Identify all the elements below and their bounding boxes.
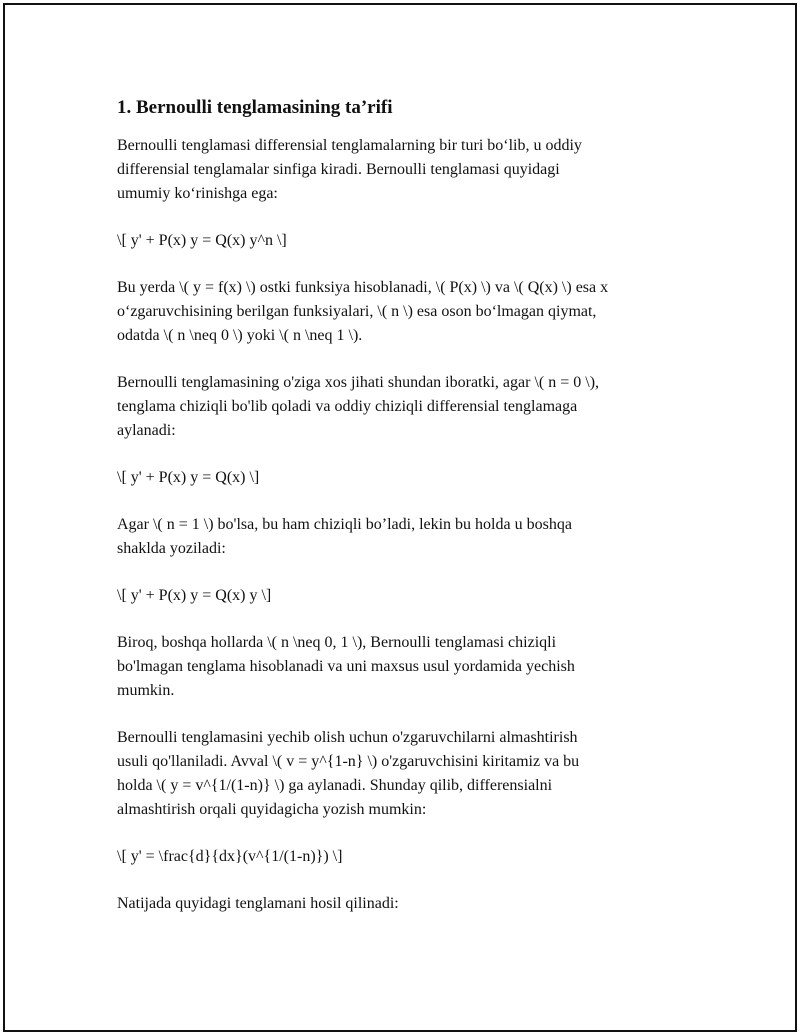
- paragraph-case-n-one: Agar \( n = 1 \) bo'lsa, bu ham chiziqli bo’ladi, lekin bu holda u boshqa shakldа yoziladi:: [117, 516, 572, 557]
- equation-linear: \[ y' + P(x) y = Q(x) \]: [117, 469, 260, 486]
- document-body: [117, 95, 687, 939]
- paragraph-case-n-zero: Bernoulli tenglamasining o'ziga xos jihati shundan iboratki, agar \( n = 0 \), tenglama chiziqli bo'lib qoladi va oddiy chiziqli differensial tenglamaga aylanadi:: [117, 374, 600, 439]
- equation-derivative: \[ y' = \frac{d}{dx}(v^{1/(1-n)}) \]: [117, 848, 343, 865]
- paragraph-substitution: Bernoulli tenglamasini yechib olish uchun o'zgaruvchilarni almashtirish usuli qo'llaniladi. Avval \( v = y^{1-n} \) o'zgaruvchisini kiritamiz va bu holda \( y = v^{1/(1-n)} \) ga aylanadi. Shunday qilib, differensialni almashtirish orqali quyidagicha yozish mumkin:: [117, 729, 580, 818]
- section-heading: 1. Bernoulli tenglamasining ta’rifi: [117, 97, 393, 118]
- equation-general-form: \[ y' + P(x) y = Q(x) y^n \]: [117, 232, 287, 249]
- paragraph-nonlinear: Biroq, boshqa hollarda \( n \neq 0, 1 \), Bernoulli tenglamasi chiziqli bo'lmagan tenglama hisoblanadi va uni maxsus usul yordamida yechish mumkin.: [117, 634, 575, 699]
- paragraph-result: Natijada quyidagi tenglamani hosil qilinadi:: [117, 895, 399, 912]
- paragraph-notation: Bu yerda \( y = f(x) \) ostki funksiya hisoblanadi, \( P(x) \) va \( Q(x) \) esa x o‘zgaruvchisining berilgan funksiyalari, \( n \) esa oson bo‘lmagan qiymat, odatda \( n \neq 0 \) yoki \( n \neq 1 \).: [117, 279, 609, 344]
- equation-case-n-one: \[ y' + P(x) y = Q(x) y \]: [117, 587, 272, 604]
- paragraph-definition: Bernoulli tenglamasi differensial tenglamalarning bir turi bo‘lib, u oddiy differensial tenglamalar sinfiga kiradi. Bernoulli tenglamasi quyidagi umumiy ko‘rinishga ega:: [117, 137, 582, 202]
